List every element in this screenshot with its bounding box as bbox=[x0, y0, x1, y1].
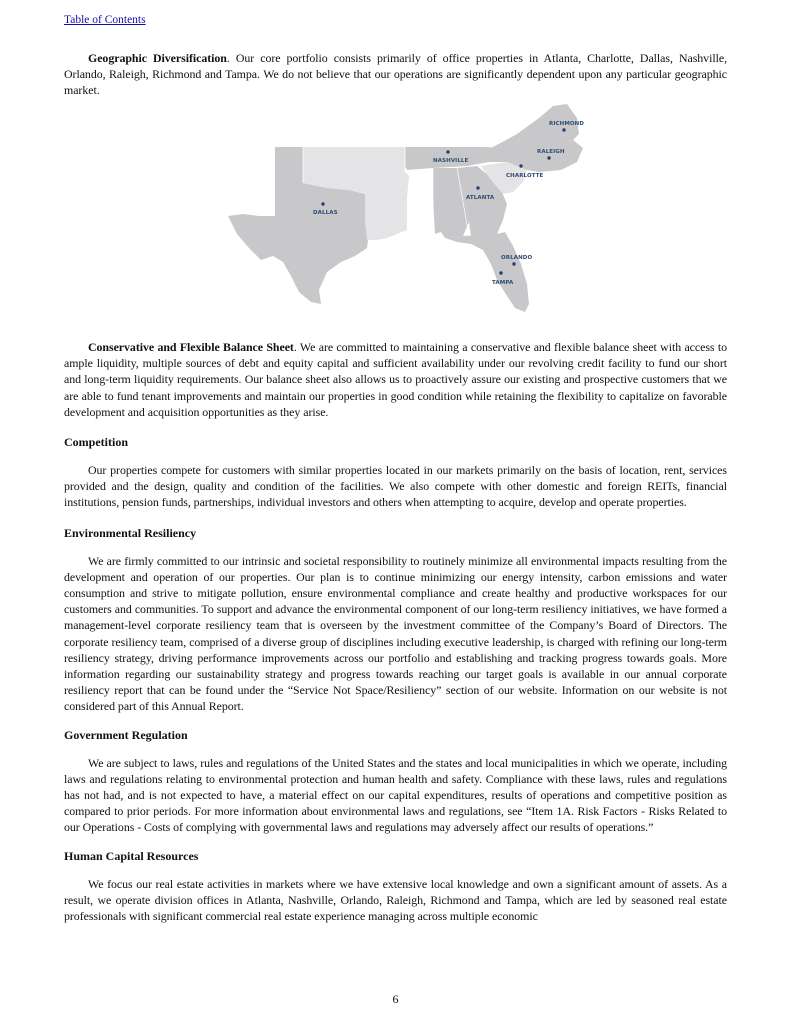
human-capital-paragraph: We focus our real estate activities in markets where we have extensive local knowledge and own a significant amount of assets. As a result, we operate division offices in Atlanta, Nashville, Orlando, Raleigh, Richmond and Tampa, which are led by seasoned real estate professionals with significant commercial real estate experience managing across multiple economic bbox=[64, 876, 727, 924]
atlanta-dot bbox=[476, 186, 479, 189]
government-heading: Government Regulation bbox=[64, 727, 188, 742]
government-paragraph: We are subject to laws, rules and regulations of the United States and the states and local municipalities in which we operate, including laws and regulations relating to environmental protection and human health and safety. Compliance with these laws, rules and regulations has not had, and is not expected to have, a material effect on our capital expenditures, results of operations and competitive position as compared to prior periods. For more information about environmental laws and regulations, see “Item 1A. Risk Factors - Risks Related to our Operations - Costs of complying with governmental laws and regulations may adversely affect our results of operations.” bbox=[64, 755, 727, 835]
markets-map-svg bbox=[227, 100, 587, 315]
balance-lead: Conservative and Flexible Balance Sheet bbox=[88, 340, 294, 354]
richmond-label: RICHMOND bbox=[549, 121, 585, 127]
nashville-label: NASHVILLE bbox=[433, 158, 469, 164]
tampa-label: TAMPA bbox=[492, 280, 514, 286]
page-number: 6 bbox=[392, 992, 399, 1006]
orlando-label: ORLANDO bbox=[501, 255, 533, 261]
state-florida bbox=[445, 232, 529, 312]
document-body-lower bbox=[64, 339, 727, 924]
southeast-markets-map bbox=[227, 100, 587, 315]
dallas-dot bbox=[321, 202, 324, 205]
balance-paragraph bbox=[64, 339, 727, 420]
competition-heading: Competition bbox=[64, 435, 128, 450]
table-of-contents-link[interactable]: Table of Contents bbox=[64, 14, 146, 26]
geo-paragraph bbox=[64, 50, 727, 99]
competition-paragraph: Our properties compete for customers with similar properties located in our markets primarily on the basis of location, rent, services provided and the design, quality and condition of the facilities. We also compete with other domestic and foreign REITs, financial institutions, pension funds, partnerships, individual investors and others when attempting to acquire, develop and operate properties. bbox=[64, 463, 727, 510]
charlotte-label: CHARLOTTE bbox=[506, 173, 544, 179]
orlando-dot bbox=[512, 262, 515, 265]
environment-heading: Environmental Resiliency bbox=[64, 525, 197, 540]
richmond-dot bbox=[562, 128, 565, 131]
dallas-label: DALLAS bbox=[313, 210, 338, 216]
environment-paragraph: We are firmly committed to our intrinsic and societal responsibility to routinely minimize all environmental impacts resulting from the development and operation of our properties. Our plan is to continue minimizing our energy intensity, carbon emissions and water consumption and strive to mitigate pollution, ensure environmental compliance and create healthy and productive workspaces for our customers and communities. To support and advance the environmental component of our long-term resiliency initiatives, we have formed a management-level corporate resiliency team that is overseen by the investment committee of the Company’s Board of Directors. The corporate resiliency team, comprised of a diverse group of disciplines including executive leadership, is charged with refining our long-term resiliency strategy, driving performance improvements across our portfolio and establishing and tracking progress towards goals. More information regarding our sustainability strategy and progress towards reaching our target goals is available in our annual corporate resiliency report that can be found under the “Service Not Space/Resiliency” section of our website. Information on our website is not considered part of this Annual Report. bbox=[64, 553, 727, 714]
nashville-dot bbox=[446, 150, 449, 153]
atlanta-label: ATLANTA bbox=[466, 195, 495, 201]
geo-lead: Geographic Diversification bbox=[88, 51, 227, 65]
balance-text: . We are committed to maintaining a conservative and flexible balance sheet with access to ample liquidity, multiple sources of debt and equity capital and sufficient availability under our revolving credit facility to fund our short and long-term liquidity requirements. Our balance sheet also allows us to proactively assure our existing and prospective customers that we are able to fund tenant improvements and maintain our properties in good condition while retaining the flexibility to capitalize on favorable development and acquisition opportunities as they arise. bbox=[64, 340, 728, 419]
raleigh-label: RALEIGH bbox=[537, 149, 565, 155]
tampa-dot bbox=[499, 271, 502, 274]
raleigh-dot bbox=[547, 156, 550, 159]
charlotte-dot bbox=[519, 164, 522, 167]
geo-text: . Our core portfolio consists primarily of office properties in Atlanta, Charlotte, Dallas, Nashville, Orlando, Raleigh, Richmond and Tampa. We do not believe that our operations are significantly dependent upon any particular geographic market. bbox=[64, 51, 727, 98]
human-capital-heading: Human Capital Resources bbox=[64, 848, 199, 863]
document-body bbox=[64, 50, 727, 99]
